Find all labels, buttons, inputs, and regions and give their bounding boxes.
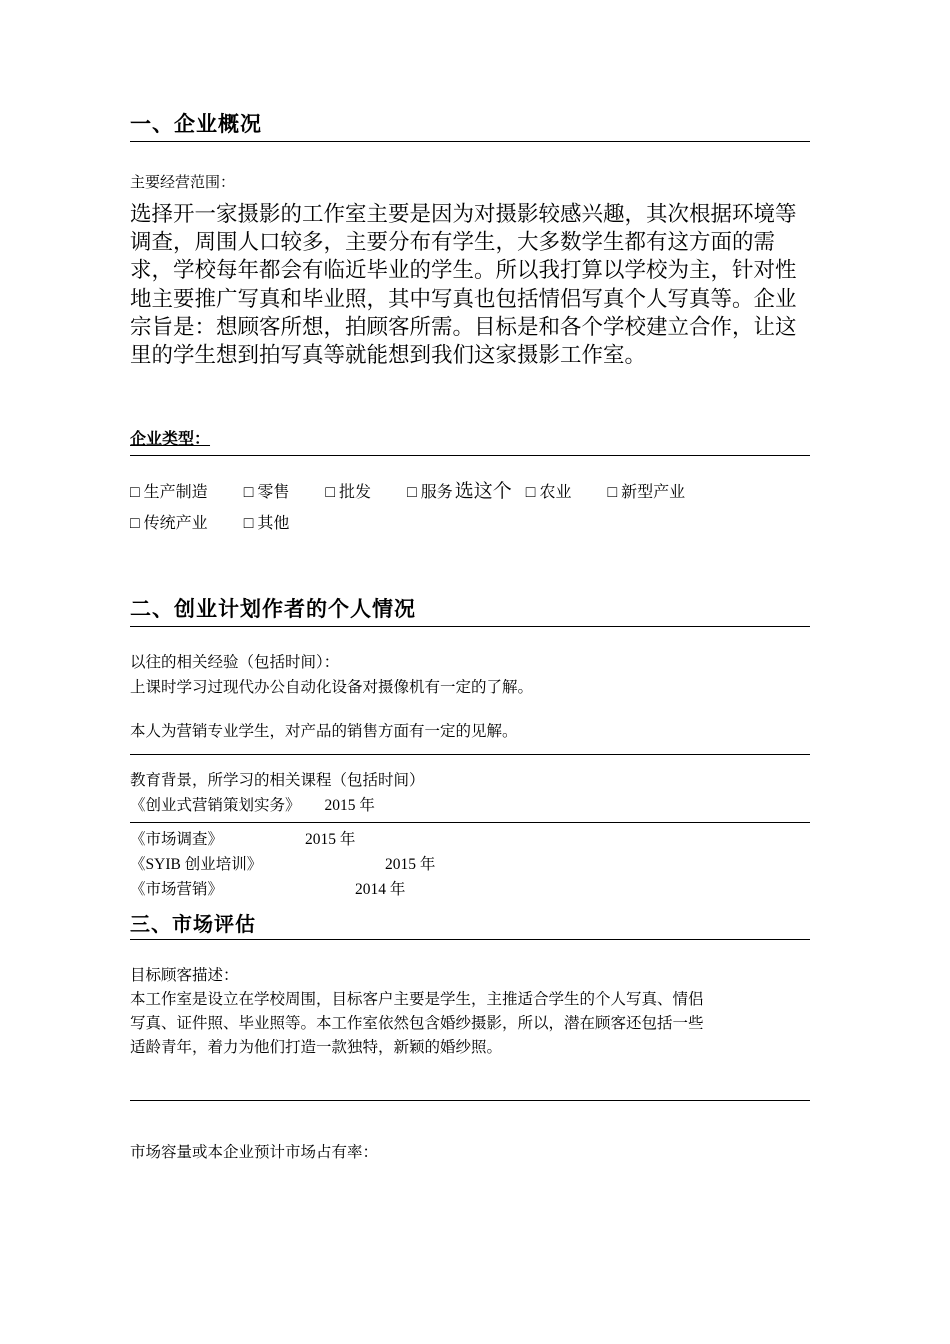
page-title: 一、企业概况 — [130, 112, 262, 136]
checkbox-icon[interactable]: □ — [325, 483, 336, 501]
course-year: 2015 年 — [385, 855, 436, 873]
checkbox-icon[interactable]: □ — [407, 483, 417, 501]
checkbox-icon[interactable]: □ — [130, 514, 140, 532]
checkbox-label: 农业 — [539, 483, 572, 501]
course-item — [130, 877, 810, 902]
checkbox-option-agriculture[interactable] — [526, 478, 572, 508]
checkbox-option-new-industry[interactable] — [607, 478, 685, 508]
scope-label: 主要经营范围： — [130, 175, 236, 191]
checkbox-option-traditional-industry[interactable] — [130, 509, 208, 539]
target-customer-line-1: 本工作室是设立在学校周围，目标客户主要是学生，主推适合学生的个人写真、情侣 — [130, 991, 704, 1008]
section-heading-market-evaluation: 三、市场评估 — [130, 911, 256, 936]
course-name: 《SYIB 创业培训》 — [130, 855, 263, 873]
checkbox-icon[interactable]: □ — [130, 483, 140, 501]
company-type-options-row2 — [130, 509, 810, 539]
checkbox-icon[interactable]: □ — [243, 514, 254, 532]
checkbox-label: 批发 — [339, 483, 372, 501]
course-year: 2015 年 — [324, 796, 375, 814]
target-customer-line-2: 写真、证件照、毕业照等。本工作室依然包含婚纱摄影，所以，潜在顾客还包括一些 — [130, 1015, 704, 1033]
checkbox-icon[interactable]: □ — [243, 483, 254, 501]
course-name: 《市场调查》 — [130, 830, 224, 848]
checkbox-icon[interactable]: □ — [607, 483, 618, 501]
section-heading-author-profile: 二、创业计划作者的个人情况 — [130, 597, 416, 622]
target-customer-label: 目标顾客描述： — [130, 966, 239, 984]
course-item — [130, 852, 810, 877]
checkbox-label: 新型产业 — [621, 483, 686, 501]
checkbox-label: 传统产业 — [143, 514, 208, 532]
checkbox-label: 服务 — [420, 483, 453, 501]
market-capacity-label: 市场容量或本企业预计市场占有率： — [130, 1144, 379, 1162]
course-item — [130, 827, 810, 852]
course-item — [130, 793, 810, 818]
section-company-overview — [130, 108, 810, 538]
company-type-title: 企业类型： — [130, 428, 211, 448]
annotation-selected-note: 选这个 — [454, 479, 512, 502]
checkbox-option-other[interactable] — [244, 509, 290, 539]
experience-label: 以往的相关经验（包括时间）： — [130, 654, 340, 672]
checkbox-option-service[interactable] — [407, 478, 453, 508]
scope-text: 选择开一家摄影的工作室主要是因为对摄影较感兴趣，其次根据环境等调查，周围人口较多，主要分布有学生，大多数学生都有这方面的需求，学校每年都会有临近毕业的学生。所以我打算以学校为主，针对性地主要推广写真和毕业照，其中写真也包括情侣写真个人写真等。企业宗旨是：想顾客所想，拍顾客所需。目标是和各个学校建立合作，让这里的学生想到拍写真等就能想到我们这家摄影工作室。 — [130, 201, 797, 369]
course-name: 《市场营销》 — [130, 880, 224, 898]
course-year: 2014 年 — [355, 880, 406, 898]
checkbox-option-manufacturing[interactable] — [130, 478, 208, 508]
checkbox-option-retail[interactable] — [244, 478, 290, 508]
course-year: 2015 年 — [305, 830, 356, 848]
experience-line-2: 本人为营销专业学生，对产品的销售方面有一定的见解。 — [130, 722, 518, 740]
section-author-profile — [130, 593, 810, 902]
checkbox-option-wholesale[interactable] — [325, 478, 371, 508]
course-name: 《创业式营销策划实务》 — [130, 796, 301, 814]
checkbox-label: 零售 — [257, 483, 290, 501]
experience-line-1: 上课时学习过现代办公自动化设备对摄像机有一定的了解。 — [130, 678, 534, 696]
section-market-evaluation — [130, 908, 810, 1165]
checkbox-label: 生产制造 — [143, 483, 208, 501]
checkbox-label: 其他 — [257, 514, 290, 532]
company-type-options-row1 — [130, 474, 810, 509]
education-label: 教育背景，所学习的相关课程（包括时间） — [130, 771, 425, 789]
checkbox-icon[interactable]: □ — [525, 483, 536, 501]
target-customer-line-3: 适龄青年，着力为他们打造一款独特，新颖的婚纱照。 — [130, 1039, 503, 1057]
